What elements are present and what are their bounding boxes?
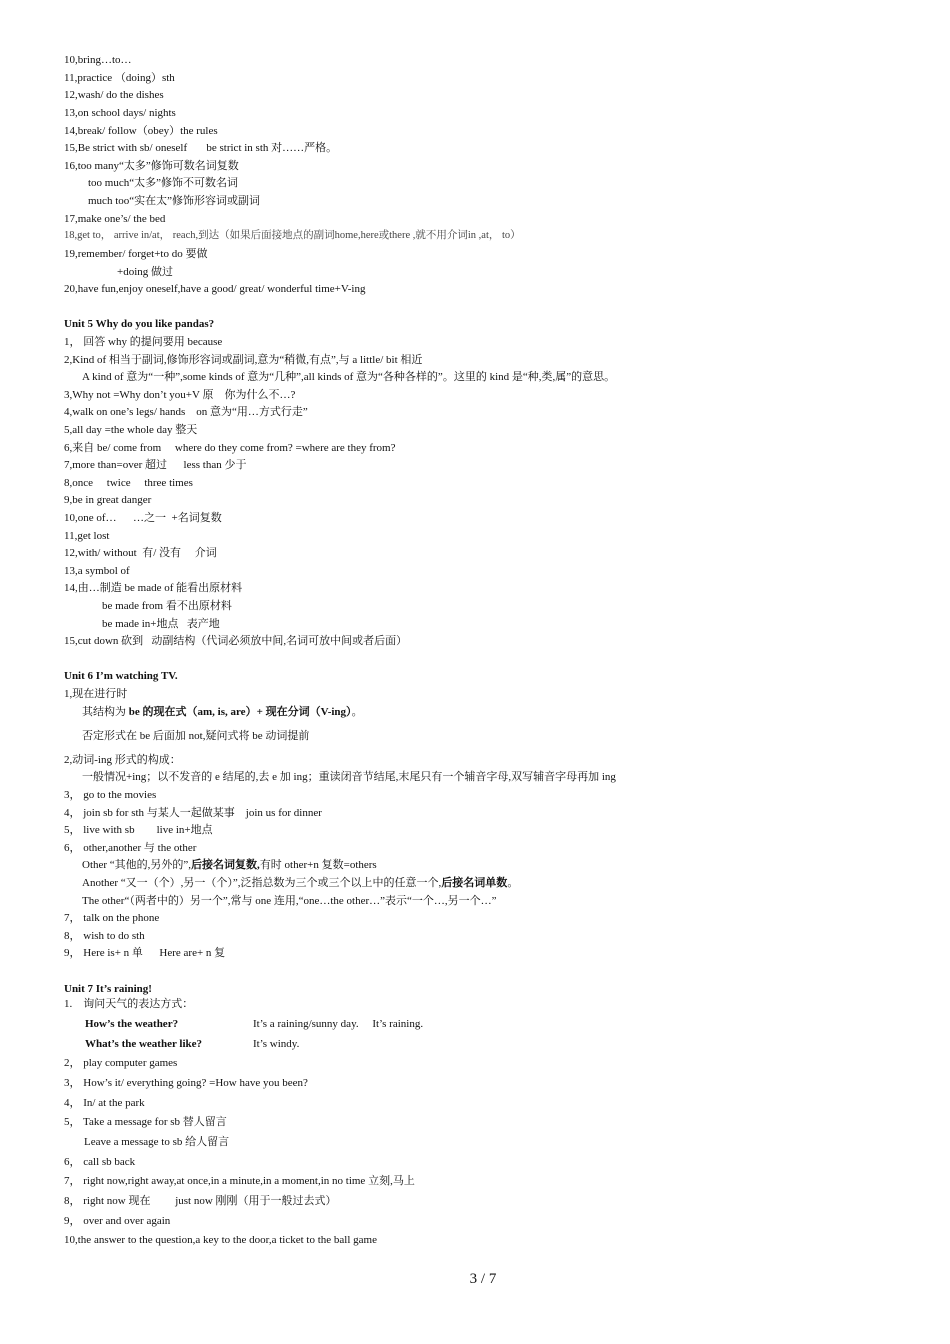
text-line: 8， wish to do sth xyxy=(64,930,145,942)
text-line: 6， other,another 与 the other xyxy=(64,842,197,854)
section-heading: Unit 7 It’s raining! xyxy=(64,983,152,995)
text-line: 4， join sb for sth 与某人一起做某事 join us for dinner xyxy=(64,807,322,819)
weather-question: How’s the weather? xyxy=(85,1018,179,1030)
text-line xyxy=(82,876,518,890)
bold-text: 后接名词复数, xyxy=(191,859,260,871)
text-line: 7， right now,right away,at once,in a minute,in a moment,in no time 立刻,马上 xyxy=(64,1175,415,1187)
text-line: 5， Take a message for sb 替人留言 xyxy=(64,1116,227,1128)
text-line: 12,wash/ do the dishes xyxy=(64,89,164,101)
bold-text: 后接名词单数 xyxy=(441,877,508,889)
text-line: +doing 做过 xyxy=(117,266,174,278)
text-line: 16,too many“太多”修饰可数名词复数 xyxy=(64,160,239,172)
text-line: 8， right now 现在 just now 刚刚（用于一般过去式） xyxy=(64,1195,337,1207)
text-line: 3， go to the movies xyxy=(64,789,157,801)
text-line: be made in+地点 表产地 xyxy=(102,618,220,630)
text-line: 11,practice （doing）sth xyxy=(64,72,175,84)
text-line: 9， Here is+ n 单 Here are+ n 复 xyxy=(64,947,226,959)
text-span: 。 xyxy=(351,706,363,718)
text-span: Other “其他的,另外的”, xyxy=(82,859,192,871)
page-number: 3 / 7 xyxy=(469,1271,497,1287)
text-span: 。 xyxy=(507,877,519,889)
text-line: 8,once twice three times xyxy=(64,477,193,489)
text-line: 一般情况+ing；以不发音的 e 结尾的,去 e 加 ing；重读闭音节结尾,末尾只有一个辅音字母,双写辅音字母再加 ing xyxy=(82,771,616,783)
text-line: 15,Be strict with sb/ oneself be strict in sth 对……严格。 xyxy=(64,142,338,154)
text-line: 10,bring…to… xyxy=(64,54,132,66)
section-heading: Unit 6 I’m watching TV. xyxy=(64,670,178,682)
text-line: 6， call sb back xyxy=(64,1156,136,1168)
text-line: 3,Why not =Why don’t you+V 原 你为什么不…? xyxy=(64,389,296,401)
text-line: 5， live with sb live in+地点 xyxy=(64,824,213,836)
text-line: 12,with/ without 有/ 没有 介词 xyxy=(64,547,217,559)
text-line: 18,get to， arrive in/at， reach,到达（如果后面接地点的副词home,here或there ,就不用介词in ,at， to） xyxy=(64,230,521,241)
text-line: 14,由…制造 be made of 能看出原材料 xyxy=(64,582,243,594)
text-span: 其结构为 xyxy=(82,706,129,718)
text-line: 4,walk on one’s legs/ hands on 意为“用…方式行走” xyxy=(64,406,308,418)
text-line: 17,make one’s/ the bed xyxy=(64,213,166,225)
text-line: 14,break/ follow（obey）the rules xyxy=(64,125,218,137)
text-line: be made from 看不出原材料 xyxy=(102,600,232,612)
weather-question: What’s the weather like? xyxy=(85,1038,203,1050)
text-span: 有时 other+n 复数=others xyxy=(259,859,377,871)
text-line: 20,have fun,enjoy oneself,have a good/ great/ wonderful time+V-ing xyxy=(64,283,366,295)
text-span: Another “又一（个）,另一（个）”,泛指总数为三个或三个以上中的任意一个, xyxy=(82,877,442,889)
text-line: 5,all day =the whole day 整天 xyxy=(64,424,198,436)
text-line: 10,the answer to the question,a key to the door,a ticket to the ball game xyxy=(64,1234,377,1246)
text-line: 9,be in great danger xyxy=(64,494,152,506)
text-line: Leave a message to sb 给人留言 xyxy=(84,1136,230,1148)
text-line: 13,a symbol of xyxy=(64,565,130,577)
text-line: 1,现在进行时 xyxy=(64,688,128,700)
weather-answer: It’s windy. xyxy=(253,1038,300,1050)
text-line: 1， 回答 why 的提问要用 because xyxy=(64,336,223,348)
text-line: 13,on school days/ nights xyxy=(64,107,176,119)
text-line: 否定形式在 be 后面加 not,疑问式将 be 动词提前 xyxy=(82,730,310,742)
text-line xyxy=(82,705,363,719)
text-line: 2， play computer games xyxy=(64,1057,178,1069)
text-line: 15,cut down 砍到 动副结构（代词必须放中间,名词可放中间或者后面） xyxy=(64,635,408,647)
text-line: The other“（两者中的）另一个”,常与 one 连用,“one…the other…”表示“一个…,另一个…” xyxy=(82,895,497,907)
text-line: 7,more than=over 超过 less than 少于 xyxy=(64,459,247,471)
text-line: 2,动词-ing 形式的构成： xyxy=(64,754,181,766)
text-line: 1. 询问天气的表达方式： xyxy=(64,998,194,1010)
text-line: 2,Kind of 相当于副词,修饰形容词或副词,意为“稍微,有点”,与 a little/ bit 相近 xyxy=(64,354,423,366)
text-line: A kind of 意为“一种”,some kinds of 意为“几种”,all kinds of 意为“各种各样的”。这里的 kind 是“种,类,属”的意思。 xyxy=(82,371,616,383)
text-line: 3， How’s it/ everything going? =How have you been? xyxy=(64,1077,308,1089)
text-line: 4， In/ at the park xyxy=(64,1097,145,1109)
bold-text: be 的现在式（am, is, are）+ 现在分词（V-ing） xyxy=(128,706,352,718)
text-line: much too“实在太”修饰形容词或副词 xyxy=(88,195,261,207)
text-line: 10,one of… …之一 +名词复数 xyxy=(64,512,222,524)
text-line: 9， over and over again xyxy=(64,1215,171,1227)
text-line: 7， talk on the phone xyxy=(64,912,160,924)
text-line: 11,get lost xyxy=(64,530,110,542)
text-line xyxy=(82,858,377,872)
section-heading: Unit 5 Why do you like pandas? xyxy=(64,318,215,330)
text-line: 19,remember/ forget+to do 要做 xyxy=(64,248,208,260)
weather-answer: It’s a raining/sunny day. It’s raining. xyxy=(253,1018,424,1030)
text-line: too much“太多”修饰不可数名词 xyxy=(88,177,239,189)
text-line: 6,来自 be/ come from where do they come from? =where are they from? xyxy=(64,442,396,454)
